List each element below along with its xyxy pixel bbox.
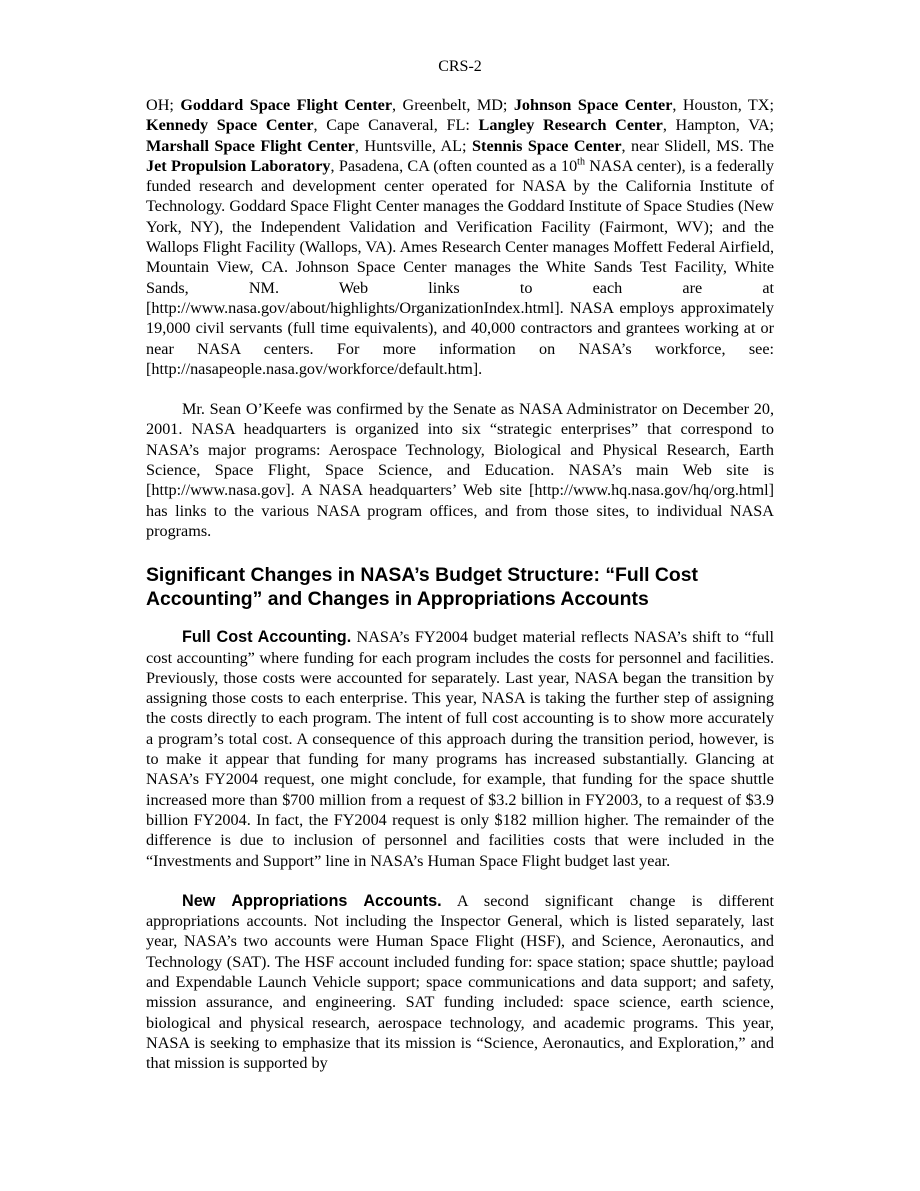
text-run: , Cape Canaveral, FL: — [313, 116, 479, 135]
text-run: NASA center), is a federally funded research and development center operated for NASA by the California Institute of Technology. Goddard Space Flight Center manages the Goddard Institute of Space Studies (New York, NY), the Independent Validation and Verification Facility (Fairmont, WV); and the Wallops Flight Facility (Wallops, VA). Ames Research Center manages Moffett Federal Airfield, Mountain View, CA. Johnson Space Center manages the White Sands Test Facility, White Sands, NM. Web links to each are at [http://www.nasa.gov/about/highlights/OrganizationIndex.html]. NASA employs approximately 19,000 civil servants (full time equivalents), and 40,000 contractors and grantees working at or near NASA centers. For more information on NASA’s workforce, see: [http://nasapeople.nasa.gov/workforce/default.htm]. — [146, 156, 775, 378]
document-body — [146, 95, 774, 1073]
text-run: , Huntsville, AL; — [354, 136, 473, 155]
text-run: OH; — [146, 96, 181, 114]
center-name: Langley Research Center — [478, 116, 663, 135]
center-name: Jet Propulsion Laboratory — [146, 156, 331, 175]
paragraph-administrator: Mr. Sean O’Keefe was confirmed by the Senate as NASA Administrator on December 20, 2001. NASA headquarters is organized into six “strategic enterprises” that correspond to NASA’s major programs: Aerospace Technology, Biological and Physical Research, Earth Science, Space Flight, Space Science, and Education. NASA’s main Web site is [http://www.nasa.gov]. A NASA headquarters’ Web site [http://www.hq.nasa.gov/hq/org.html] has links to the various NASA program offices, and from those sites, to individual NASA programs. — [146, 400, 774, 540]
paragraph-full-cost-accounting — [146, 627, 774, 871]
paragraph-appropriations-accounts — [146, 891, 774, 1074]
center-name: Johnson Space Center — [513, 96, 673, 114]
center-name: Goddard Space Flight Center — [180, 96, 393, 114]
text-run: , near Slidell, MS. The — [621, 136, 774, 155]
page-header: CRS-2 — [438, 58, 482, 75]
text-run: , Houston, TX; — [672, 96, 774, 114]
center-name: Marshall Space Flight Center — [146, 136, 355, 155]
text-run: NASA’s FY2004 budget material reflects NASA’s shift to “full cost accounting” where funding for each program includes the costs for personnel and facilities. Previously, those costs were accounted for separately. Last year, NASA began the transition by assigning those costs to each enterprise. This year, NASA is taking the further step of assigning the costs directly to each program. The intent of full cost accounting is to show more accurately a program’s total cost. A consequence of this approach during the transition period, however, is to make it appear that funding for many programs has increased substantially. Glancing at NASA’s FY2004 request, one might conclude, for example, that funding for the space shuttle increased more than $700 million from a request of $3.2 billion in FY2003, to a request of $3.9 billion FY2004. In fact, the FY2004 request is only $182 million higher. The remainder of the difference is due to inclusion of personnel and facilities costs that were included in the “Investments and Support” line in NASA’s Human Space Flight budget last year. — [146, 628, 774, 870]
text-run: , Greenbelt, MD; — [392, 96, 514, 114]
center-name: Stennis Space Center — [472, 136, 622, 155]
center-name: Kennedy Space Center — [146, 116, 314, 135]
superscript-ordinal: th — [577, 156, 585, 168]
runin-heading: Full Cost Accounting. — [182, 628, 352, 647]
paragraph-nasa-centers — [146, 95, 774, 379]
text-run: , Pasadena, CA (often counted as a 10 — [330, 156, 578, 175]
section-heading: Significant Changes in NASA’s Budget Structure: “Full Cost Accounting” and Changes in Appropriations Accounts — [146, 564, 698, 611]
text-run: A second significant change is different appropriations accounts. Not including the Inspector General, which is listed separately, last year, NASA’s two accounts were Human Space Flight (HSF), and Science, Aeronautics, and Technology (SAT). The HSF account included funding for: space station; space shuttle; payload and Expendable Launch Vehicle support; space communications and data support; and safety, mission assurance, and engineering. SAT funding included: space science, earth science, biological and physical research, aerospace technology, and academic programs. This year, NASA is seeking to emphasize that its mission is “Science, Aeronautics, and Exploration,” and that mission is supported by — [146, 891, 774, 1073]
runin-heading: New Appropriations Accounts. — [182, 891, 442, 910]
text-run: , Hampton, VA; — [662, 116, 775, 135]
